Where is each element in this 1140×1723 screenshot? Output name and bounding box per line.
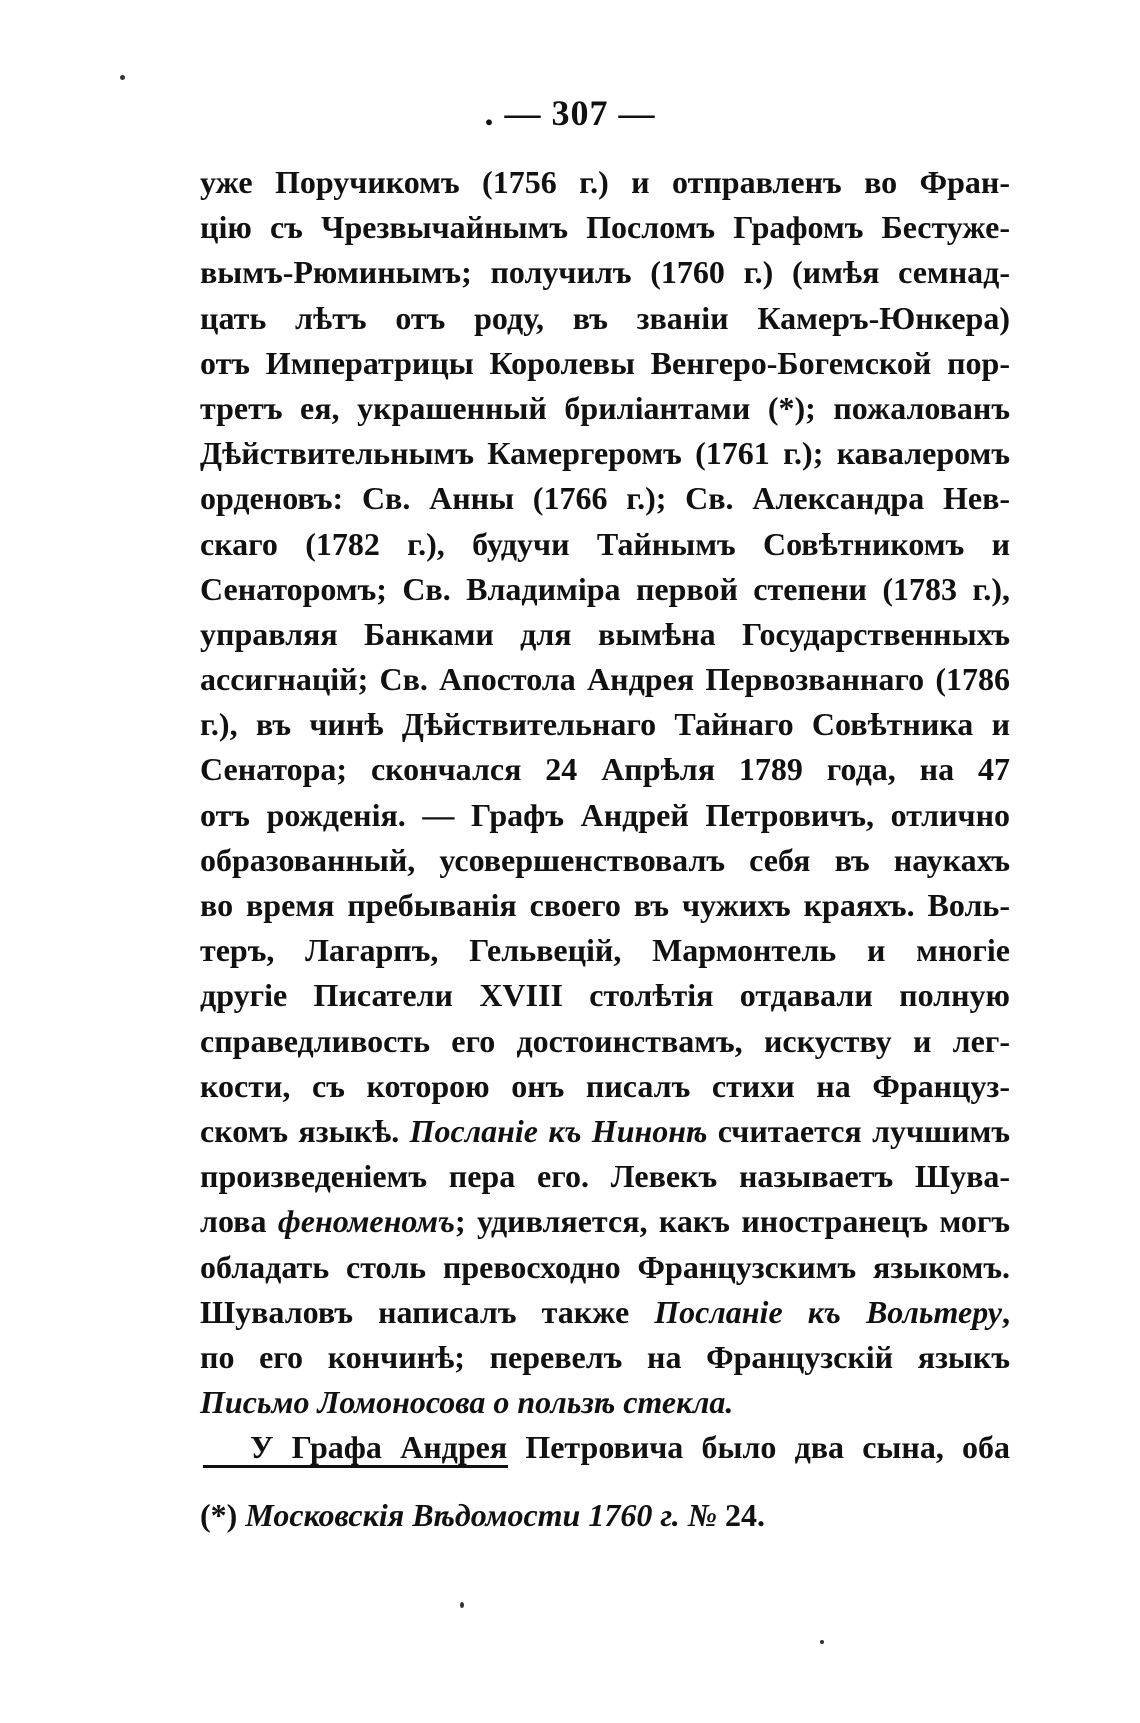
footnote [200,1497,1010,1534]
text-segment: ; удивляется, какъ иностранецъ могъ [454,1203,1011,1240]
text-line: Сенатора; скончался 24 Апрѣля 1789 года, на 47 [200,751,1010,788]
text-line: отъ рожденія. — Графъ Андрей Петровичъ, отлично [200,796,1010,833]
text-line: другіе Писатели XVIII столѣтія отдавали полную [200,977,1010,1014]
text-segment: лова [200,1203,278,1240]
text-line [200,1109,1010,1154]
text-line: Дѣйствительнымъ Камергеромъ (1761 г.); кавалеромъ [200,435,1010,472]
text-line: теръ, Лагарпъ, Гельвецій, Мармонтель и многіе [200,932,1010,969]
footnote-number: 24. [717,1497,766,1533]
print-speck [120,75,125,80]
text-line: г.), въ чинѣ Дѣйствительнаго Тайнаго Совѣтника и [200,706,1010,743]
text-segment: Шуваловъ написалъ также [200,1293,655,1330]
text-segment: считается лучшимъ [707,1112,1011,1149]
footnote-mark: (*) [200,1497,246,1533]
text-line: управляя Банками для вымѣна Государственныхъ [200,615,1010,652]
text-line: по его кончинѣ; перевелъ на Французскій языкъ [200,1338,1010,1375]
text-segment: скомъ языкѣ. [200,1112,410,1149]
text-line: произведеніемъ пера его. Левекъ называетъ Шува- [200,1158,1010,1195]
text-line: скаго (1782 г.), будучи Тайнымъ Совѣтникомъ и [200,525,1010,562]
body-text [200,160,1010,1470]
text-line: образованный, усовершенствовалъ себя въ наукахъ [200,841,1010,878]
text-segment: , [1002,1293,1011,1330]
text-line: Сенаторомъ; Св. Владиміра первой степени (1783 г.), [200,570,1010,607]
text-line: ассигнацій; Св. Апостола Андрея Первозваннаго (1786 [200,661,1010,698]
text-line: отъ Императрицы Королевы Венгеро-Богемской пор- [200,344,1010,381]
print-speck [460,1602,464,1608]
footnote-source: Московскія Вѣдомости 1760 г. № [245,1497,718,1533]
text-line: цать лѣтъ отъ роду, въ званіи Камеръ-Юнкера) [200,299,1010,336]
text-line: цію съ Чрезвычайнымъ Посломъ Графомъ Бестуже- [200,209,1010,246]
print-speck [820,1640,824,1644]
text-line: обладать столь превосходно Французскимъ языкомъ. [200,1248,1010,1285]
text-line: во время пребыванія своего въ чужихъ краяхъ. Воль- [200,887,1010,923]
text-line: уже Поручикомъ (1756 г.) и отправленъ во Фран- [200,164,1010,200]
italic-title: Посланіе къ Нинонѣ [409,1112,708,1149]
text-line [200,1290,1010,1335]
text-line: вымъ-Рюминымъ; получилъ (1760 г.) (имѣя семнад- [200,254,1010,291]
page-number-header: . — 307 — [484,93,656,133]
text-line: третъ ея, украшенный бриліантами (*); пожалованъ [200,389,1010,426]
text-line [200,1199,1010,1244]
italic-title-line: Письмо Ломоносова о пользѣ стекла. [200,1384,734,1421]
italic-title: Посланіе къ Вольтеру [654,1293,1003,1330]
text-line: справедливость его достоинствамъ, искуству и лег- [200,1022,1010,1059]
italic-term: феноменомъ [277,1203,455,1240]
text-line: кости, съ которою онъ писалъ стихи на Француз- [200,1067,1010,1104]
text-line: орденовъ: Св. Анны (1766 г.); Св. Александра Нев- [200,480,1010,517]
footnote-divider [203,1465,508,1468]
paragraph-start-line: У Графа Андрея Петровича было два сына, оба [250,1429,1010,1466]
